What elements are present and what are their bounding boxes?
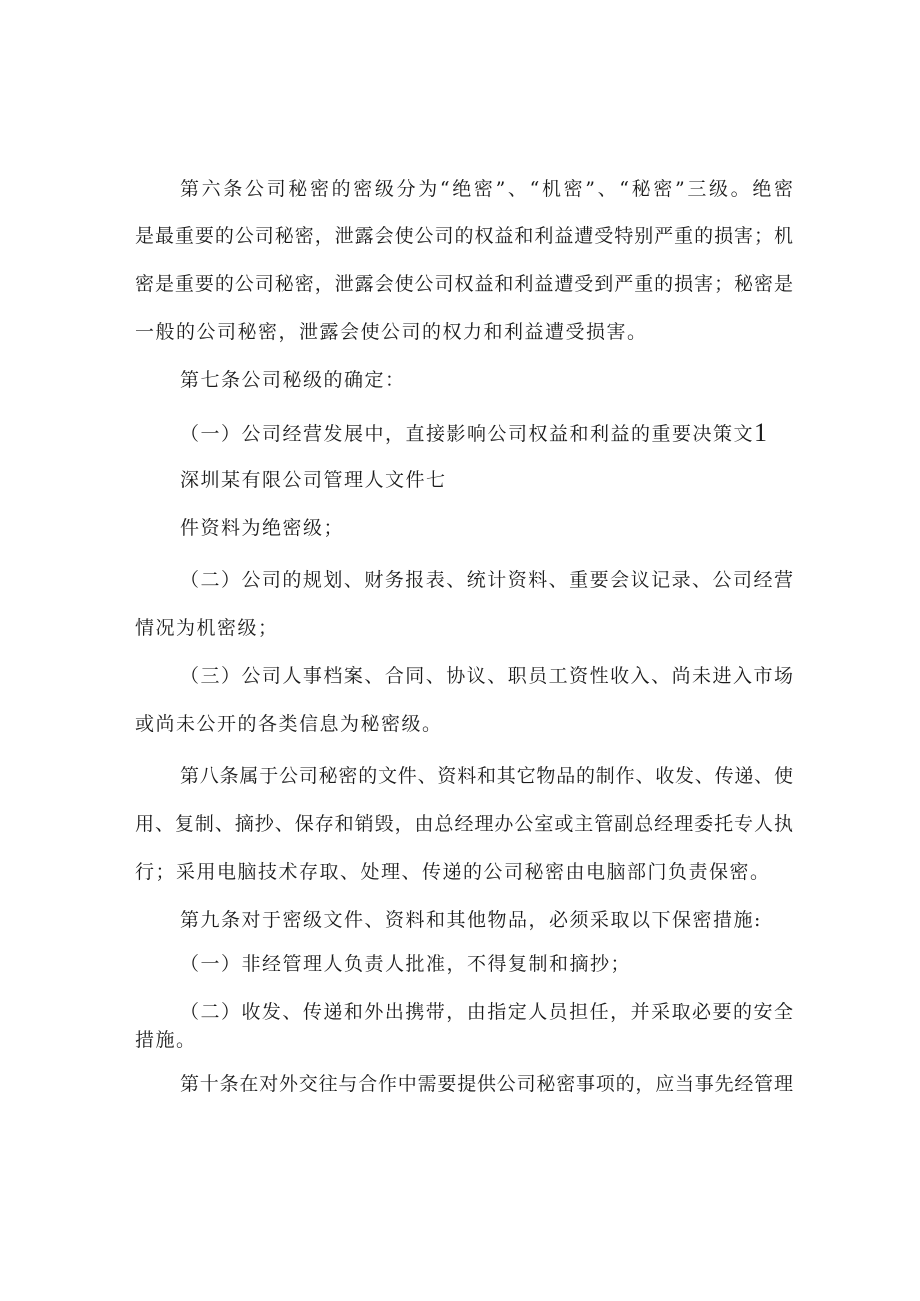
text-line xyxy=(180,420,769,446)
text-line: （一）非经管理人负责人批准，不得复制和摘抄； xyxy=(180,953,632,975)
text-line: （二）收发、传递和外出携带，由指定人员担任，并采取必要的安全 xyxy=(180,1001,793,1023)
text-line: 第七条公司秘级的确定： xyxy=(180,369,406,391)
text-line: （二）公司的规划、财务报表、统计资料、重要会议记录、公司经营 xyxy=(180,569,793,591)
text-line: 密是重要的公司秘密，泄露会使公司权益和利益遭受到严重的损害；秘密是 xyxy=(135,273,793,295)
text-line: 情况为机密级； xyxy=(135,617,279,639)
text-line: 或尚未公开的各类信息为秘密级。 xyxy=(135,713,443,735)
text-line: 措施。 xyxy=(135,1029,197,1051)
text-line: 第十条在对外交往与合作中需要提供公司秘密事项的，应当事先经管理 xyxy=(180,1073,793,1095)
text-line: 第九条对于密级文件、资料和其他物品，必须采取以下保密措施: xyxy=(180,909,762,931)
text-line: 用、复制、摘抄、保存和销毁，由总经理办公室或主管副总经理委托专人执 xyxy=(135,813,793,835)
text-line: 件资料为绝密级； xyxy=(180,517,345,539)
running-header: 深圳某有限公司管理人文件七 xyxy=(180,469,447,491)
text-line: 第六条公司秘密的密级分为“绝密”、“机密”、“秘密”三级。绝密 xyxy=(180,178,793,200)
page-number: 1 xyxy=(754,418,769,447)
text-line: 第八条属于公司秘密的文件、资料和其它物品的制作、收发、传递、使 xyxy=(180,765,793,787)
text-line: 行；采用电脑技术存取、处理、传递的公司秘密由电脑部门负责保密。 xyxy=(135,861,771,883)
text-line: 一般的公司秘密，泄露会使公司的权力和利益遭受损害。 xyxy=(135,321,648,343)
text-line: 是最重要的公司秘密，泄露会使公司的权益和利益遭受特别严重的损害；机 xyxy=(135,225,793,247)
text-segment: （一）公司经营发展中，直接影响公司权益和利益的重要决策文 xyxy=(180,423,755,445)
text-line: （三）公司人事档案、合同、协议、职员工资性收入、尚未进入市场 xyxy=(180,665,793,687)
